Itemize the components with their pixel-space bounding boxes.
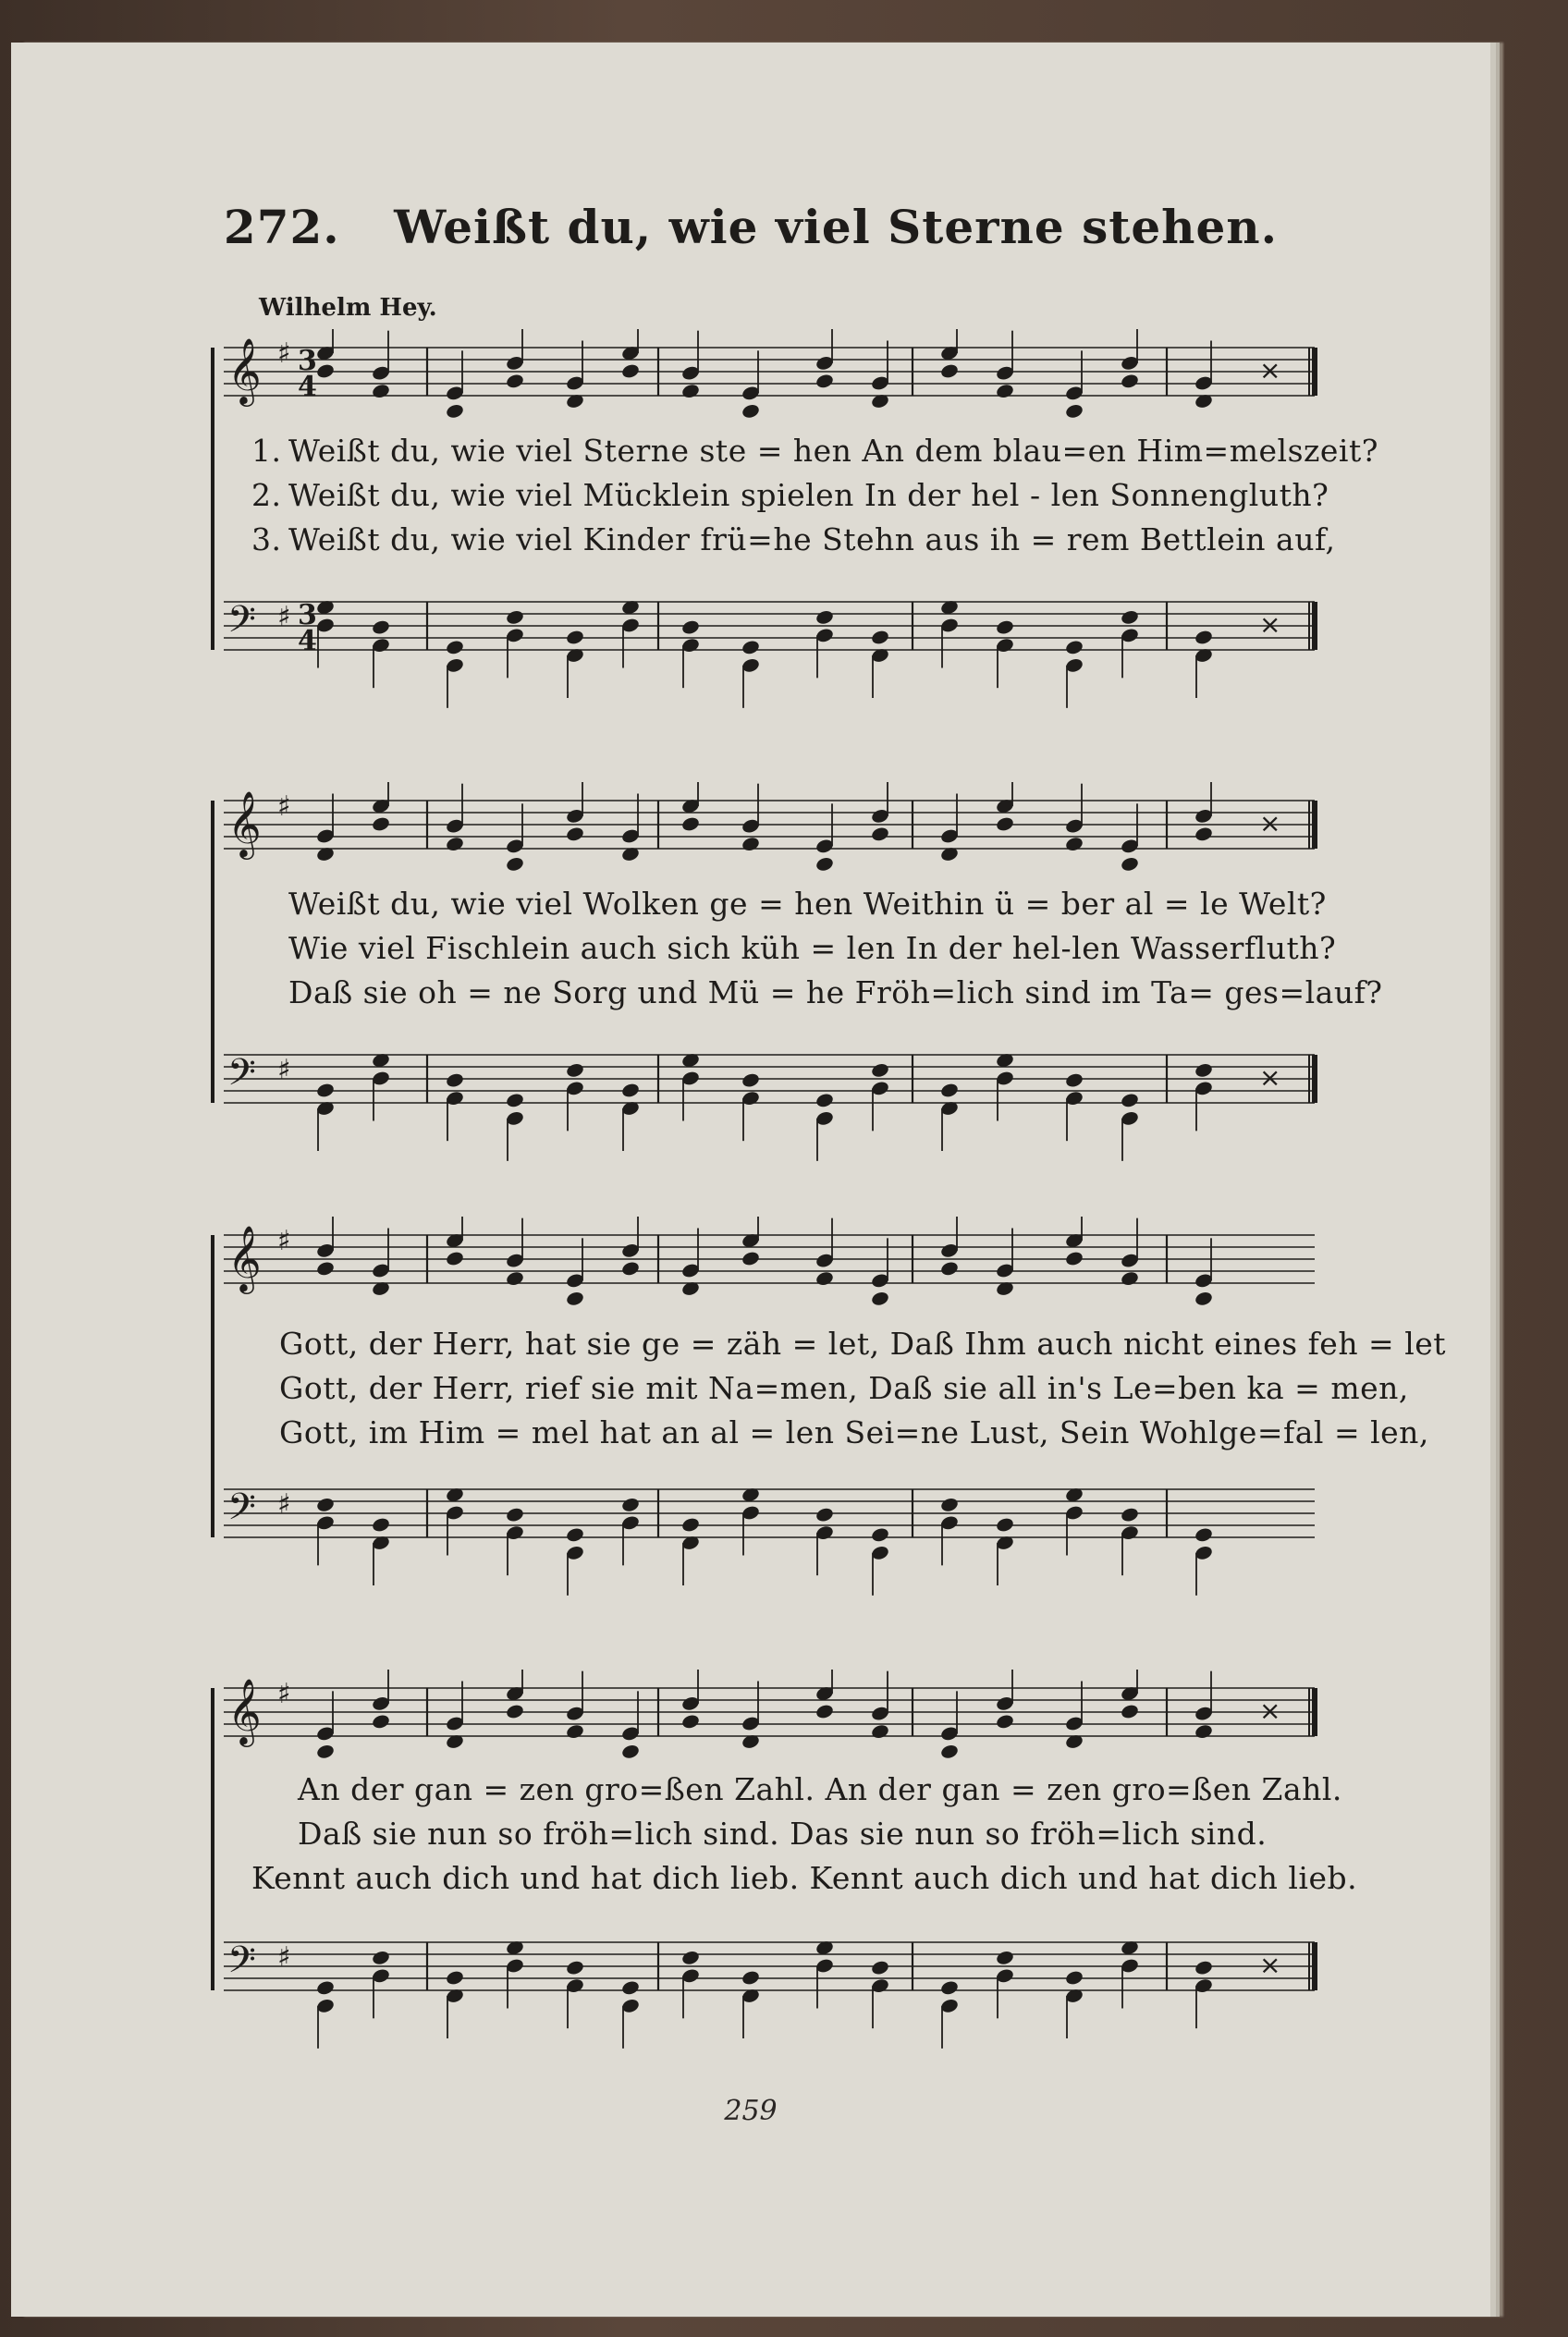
note-head — [815, 1703, 834, 1719]
hymnal-page — [11, 43, 1490, 2317]
note-head — [315, 1497, 335, 1513]
lyric-text: Kennt auch dich und hat dich lieb. Kennt auch dich und hat dich lieb. — [251, 1860, 1358, 1896]
note-head — [371, 815, 390, 832]
sharp-icon: ♯ — [277, 337, 291, 370]
rest-icon: × — [1259, 609, 1281, 640]
sharp-icon: ♯ — [277, 1941, 291, 1974]
note-head — [1064, 1071, 1084, 1088]
note-head — [815, 1092, 834, 1108]
note-head — [315, 1260, 335, 1277]
note-head — [565, 1959, 584, 1976]
note-head — [741, 1071, 760, 1088]
note-head — [741, 639, 760, 655]
note-head — [680, 383, 700, 399]
hymn-title-row — [11, 200, 1490, 254]
note-head — [620, 1497, 640, 1513]
note-head — [995, 1950, 1014, 1966]
bass-clef-icon: 𝄢 — [227, 598, 256, 650]
note-head — [1064, 1969, 1084, 1986]
note-head — [1120, 1506, 1139, 1523]
note-head — [870, 629, 889, 645]
note-head — [371, 1713, 390, 1730]
note-head — [870, 826, 889, 842]
verse-number: 3. — [251, 521, 282, 557]
treble-clef-icon: 𝄞 — [227, 336, 262, 404]
note-head — [939, 1744, 959, 1760]
note-head — [445, 1969, 464, 1986]
bass-clef-icon: 𝄢 — [227, 1051, 256, 1103]
note-head — [939, 1260, 959, 1277]
note-head — [741, 1250, 760, 1266]
note-head — [939, 1979, 959, 1996]
note-head — [505, 609, 524, 626]
note-head — [371, 1516, 390, 1533]
rest-icon: × — [1259, 1062, 1281, 1093]
time-signature-bottom: 4 — [298, 371, 317, 403]
note-head — [315, 1979, 335, 1996]
note-head — [1064, 403, 1084, 420]
note-head — [565, 1062, 584, 1079]
lyric-text: An der gan = zen gro=ßen Zahl. An der gan = zen gro=ßen Zahl. — [298, 1771, 1342, 1807]
note-head — [445, 1071, 464, 1088]
note-head — [1064, 639, 1084, 655]
note-head — [1194, 826, 1213, 842]
note-head — [995, 1516, 1014, 1533]
note-head — [815, 1270, 834, 1287]
note-head — [939, 362, 959, 379]
bass-clef-icon: 𝄢 — [227, 1486, 256, 1537]
note-head — [620, 1082, 640, 1098]
staff-notation-3 — [11, 1217, 1490, 1605]
hymn-number: 272. — [223, 200, 340, 254]
note-head — [505, 1092, 524, 1108]
lyric-text: Weißt du, wie viel Kinder frü=he Stehn aus ih = rem Bettlein auf, — [288, 521, 1336, 557]
note-head — [1194, 1062, 1213, 1079]
page-number: 259 — [724, 2095, 778, 2127]
lyric-text: Daß sie oh = ne Sorg und Mü = he Fröh=lich sind im Ta= ges=lauf? — [288, 974, 1383, 1010]
note-head — [680, 815, 700, 832]
note-head — [870, 1959, 889, 1976]
note-head — [1120, 856, 1139, 873]
note-head — [371, 383, 390, 399]
note-head — [870, 1723, 889, 1740]
note-head — [995, 1713, 1014, 1730]
time-signature-top: 3 — [298, 345, 317, 377]
note-head — [870, 1291, 889, 1307]
note-head — [680, 1516, 700, 1533]
time-signature-bottom: 4 — [298, 625, 317, 657]
note-head — [315, 1744, 335, 1760]
note-head — [620, 1979, 640, 1996]
note-head — [939, 1082, 959, 1098]
note-head — [315, 362, 335, 379]
note-head — [505, 373, 524, 389]
note-head — [870, 1526, 889, 1543]
note-head — [680, 618, 700, 635]
bass-clef-icon: 𝄢 — [227, 1939, 256, 1990]
note-head — [505, 856, 524, 873]
lyric-text: Gott, im Him = mel hat an al = len Sei=ne Lust, Sein Wohlge=fal = len, — [279, 1414, 1429, 1450]
note-head — [505, 1506, 524, 1523]
note-head — [1120, 1092, 1139, 1108]
hymn-title: Weißt du, wie viel Sterne stehen. — [394, 200, 1279, 254]
note-head — [620, 1744, 640, 1760]
note-head — [1120, 1270, 1139, 1287]
note-head — [565, 629, 584, 645]
note-head — [1194, 1526, 1213, 1543]
lyric-text: Gott, der Herr, rief sie mit Na=men, Daß sie all in's Le=ben ka = men, — [279, 1370, 1409, 1406]
note-head — [565, 1723, 584, 1740]
note-head — [1194, 1723, 1213, 1740]
note-head — [1194, 629, 1213, 645]
sharp-icon: ♯ — [277, 1225, 291, 1257]
treble-clef-icon: 𝄞 — [227, 1677, 262, 1744]
sharp-icon: ♯ — [277, 601, 291, 633]
note-head — [741, 403, 760, 420]
note-head — [1194, 1959, 1213, 1976]
sharp-icon: ♯ — [277, 1054, 291, 1086]
time-signature-top: 3 — [298, 599, 317, 631]
note-head — [815, 856, 834, 873]
lyric-text: Wie viel Fischlein auch sich küh = len In der hel-len Wasserfluth? — [288, 930, 1337, 966]
note-head — [995, 618, 1014, 635]
note-head — [1120, 609, 1139, 626]
note-head — [565, 1526, 584, 1543]
note-head — [815, 609, 834, 626]
note-head — [1194, 1291, 1213, 1307]
rest-icon: × — [1259, 808, 1281, 838]
note-head — [620, 362, 640, 379]
note-head — [1120, 1703, 1139, 1719]
note-head — [565, 1291, 584, 1307]
lyric-text: Gott, der Herr, hat sie ge = zäh = let, Daß Ihm auch nicht eines feh = let — [279, 1326, 1447, 1362]
verse-number: 1. — [251, 433, 282, 469]
note-head — [995, 383, 1014, 399]
note-head — [315, 1082, 335, 1098]
note-head — [870, 1062, 889, 1079]
note-head — [1064, 836, 1084, 852]
note-head — [680, 1950, 700, 1966]
note-head — [371, 618, 390, 635]
note-head — [445, 1250, 464, 1266]
lyric-text: Weißt du, wie viel Mücklein spielen In der hel - len Sonnengluth? — [288, 477, 1329, 513]
lyric-text: Daß sie nun so fröh=lich sind. Das sie nun so fröh=lich sind. — [298, 1816, 1268, 1852]
note-head — [445, 836, 464, 852]
note-head — [371, 1950, 390, 1966]
note-head — [815, 1506, 834, 1523]
note-head — [815, 373, 834, 389]
treble-clef-icon: 𝄞 — [227, 789, 262, 857]
sharp-icon: ♯ — [277, 1678, 291, 1710]
note-head — [565, 826, 584, 842]
rest-icon: × — [1259, 1950, 1281, 1980]
sharp-icon: ♯ — [277, 790, 291, 823]
note-head — [445, 639, 464, 655]
note-head — [741, 836, 760, 852]
rest-icon: × — [1259, 355, 1281, 385]
note-head — [995, 815, 1014, 832]
note-head — [741, 1969, 760, 1986]
note-head — [620, 1260, 640, 1277]
note-head — [445, 403, 464, 420]
sharp-icon: ♯ — [277, 1488, 291, 1521]
note-head — [505, 1703, 524, 1719]
note-head — [1120, 373, 1139, 389]
verse-number: 2. — [251, 477, 282, 513]
rest-icon: × — [1259, 1695, 1281, 1726]
treble-clef-icon: 𝄞 — [227, 1224, 262, 1291]
note-head — [505, 1270, 524, 1287]
note-head — [939, 1497, 959, 1513]
hymn-author: Wilhelm Hey. — [259, 294, 437, 322]
note-head — [1064, 1250, 1084, 1266]
lyric-text: Weißt du, wie viel Wolken ge = hen Weithin ü = ber al = le Welt? — [288, 886, 1327, 922]
note-head — [680, 1713, 700, 1730]
lyric-text: Weißt du, wie viel Sterne ste = hen An dem blau=en Him=melszeit? — [288, 433, 1378, 469]
